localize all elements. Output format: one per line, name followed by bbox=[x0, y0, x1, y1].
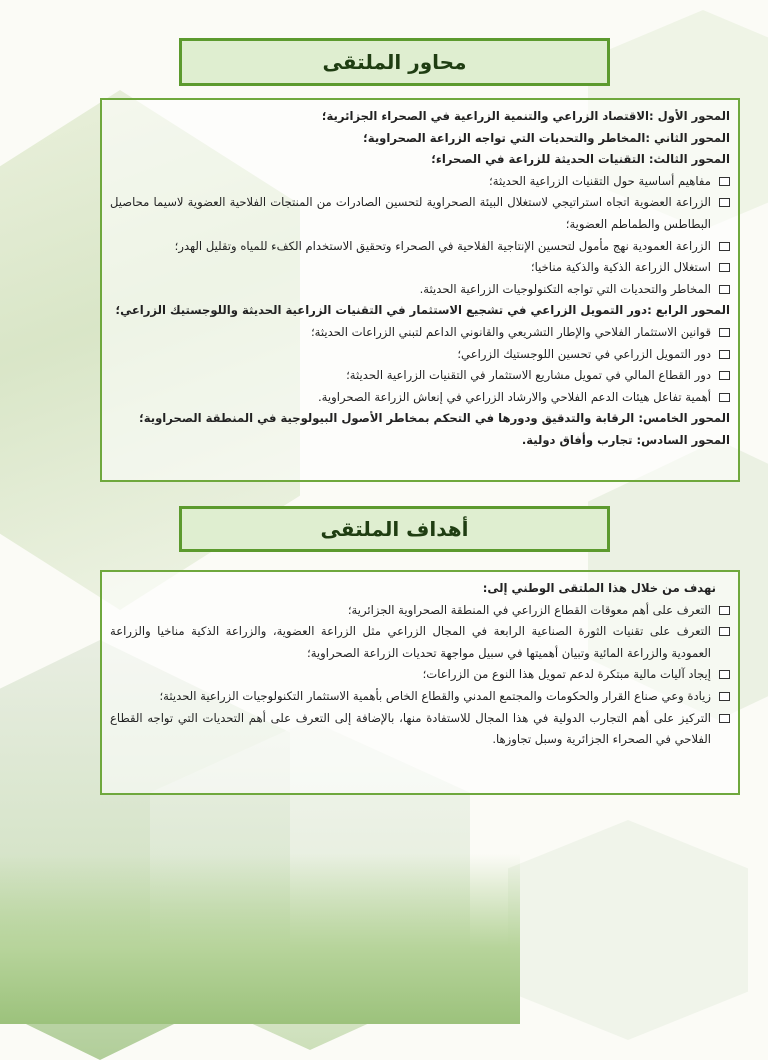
axis-line: المحور السادس: تجارب وأفاق دولية. bbox=[521, 432, 730, 447]
background-hexagon bbox=[508, 820, 748, 1040]
goals-box bbox=[100, 570, 740, 795]
goal-item: إيجاد آليات مالية مبتكرة لدعم تمويل هذا النوع من الزراعات؛ bbox=[110, 664, 730, 686]
axis-line: المحور الثاني :المخاطر والتحديات التي تواجه الزراعة الصحراوية؛ bbox=[363, 130, 730, 145]
axes-title-text: محاور الملتقى bbox=[322, 50, 467, 74]
goals-title bbox=[179, 506, 610, 552]
checkbox-bullet-icon bbox=[719, 242, 730, 251]
goals-intro: نهدف من خلال هذا الملتقى الوطني إلى: bbox=[482, 581, 716, 595]
checkbox-bullet-icon bbox=[719, 285, 730, 294]
checkbox-bullet-icon bbox=[719, 606, 730, 615]
goal-item: زيادة وعي صناع القرار والحكومات والمجتمع المدني والقطاع الخاص بأهمية الاستثمار التكنولوجيات الزراعية الحديثة؛ bbox=[110, 686, 730, 708]
checkbox-bullet-icon bbox=[719, 670, 730, 679]
goal-item: التعرف على أهم معوقات القطاع الزراعي في المنطقة الصحراوية الجزائرية؛ bbox=[110, 600, 730, 622]
checkbox-bullet-icon bbox=[719, 692, 730, 701]
checkbox-bullet-icon bbox=[719, 714, 730, 723]
checkbox-bullet-icon bbox=[719, 393, 730, 402]
checkbox-bullet-icon bbox=[719, 627, 730, 636]
bullet-item: قوانين الاستثمار الفلاحي والإطار التشريعي والقانوني الداعم لتبني الزراعات الحديثة؛ bbox=[110, 322, 730, 344]
bullet-item: دور التمويل الزراعي في تحسين اللوجستيك الزراعي؛ bbox=[110, 344, 730, 366]
axes-box bbox=[100, 98, 740, 482]
axes-title bbox=[179, 38, 610, 86]
bullet-item: استغلال الزراعة الذكية والذكية مناخيا؛ bbox=[110, 257, 730, 279]
checkbox-bullet-icon bbox=[719, 198, 730, 207]
bullet-item: مفاهيم أساسية حول التقنيات الزراعية الحديثة؛ bbox=[110, 171, 730, 193]
checkbox-bullet-icon bbox=[719, 371, 730, 380]
axis-line: المحور الرابع :دور التمويل الزراعي في تشجيع الاستثمار في التقنيات الزراعية الحديثة واللوجستيك الزراعي؛ bbox=[115, 303, 730, 318]
axis-line: المحور الخامس: الرقابة والتدقيق ودورها في التحكم بمخاطر الأصول البيولوجية في المنطقة الصحراوية؛ bbox=[139, 411, 730, 426]
bullet-item: الزراعة العضوية اتجاه استراتيجي لاستغلال البيئة الصحراوية لتحسين الصادرات من المنتجات الفلاحية العضوية لاسيما محاصيل البطاطس والطماطم العضوية؛ bbox=[110, 192, 730, 235]
bullet-item: الزراعة العمودية نهج مأمول لتحسين الإنتاجية الفلاحية في الصحراء وتحقيق الاستخدام الكفء للمياه وتقليل الهدر؛ bbox=[110, 236, 730, 258]
bullet-item: المخاطر والتحديات التي تواجه التكنولوجيات الزراعية الحديثة. bbox=[110, 279, 730, 301]
background-grass bbox=[0, 854, 520, 1024]
axis-line: المحور الثالث: التقنيات الحديثة للزراعة في الصحراء؛ bbox=[431, 152, 730, 167]
checkbox-bullet-icon bbox=[719, 263, 730, 272]
axis-line: المحور الأول :الاقتصاد الزراعي والتنمية الزراعية في الصحراء الجزائرية؛ bbox=[321, 109, 730, 123]
goals-title-text: أهداف الملتقى bbox=[320, 517, 469, 541]
goal-item: التعرف على تقنيات الثورة الصناعية الرابعة في المجال الزراعي مثل الزراعة العضوية، والزراعة الذكية مناخيا والزراعة العمودية والزراعة المائية وتبيان أهميتها في سبيل مواجهة تحديات الزراعة الصحراوية؛ bbox=[110, 621, 730, 664]
checkbox-bullet-icon bbox=[719, 328, 730, 337]
bullet-item: دور القطاع المالي في تمويل مشاريع الاستثمار في التقنيات الزراعية الحديثة؛ bbox=[110, 365, 730, 387]
bullet-item: أهمية تفاعل هيئات الدعم الفلاحي والارشاد الزراعي في إنعاش الزراعة الصحراوية. bbox=[110, 387, 730, 409]
checkbox-bullet-icon bbox=[719, 350, 730, 359]
goal-item: التركيز على أهم التجارب الدولية في هذا المجال للاستفادة منها، بالإضافة إلى التعرف على أهم التحديات التي تواجه القطاع الفلاحي في الصحراء الجزائرية وسبل تجاوزها. bbox=[110, 708, 730, 751]
checkbox-bullet-icon bbox=[719, 177, 730, 186]
